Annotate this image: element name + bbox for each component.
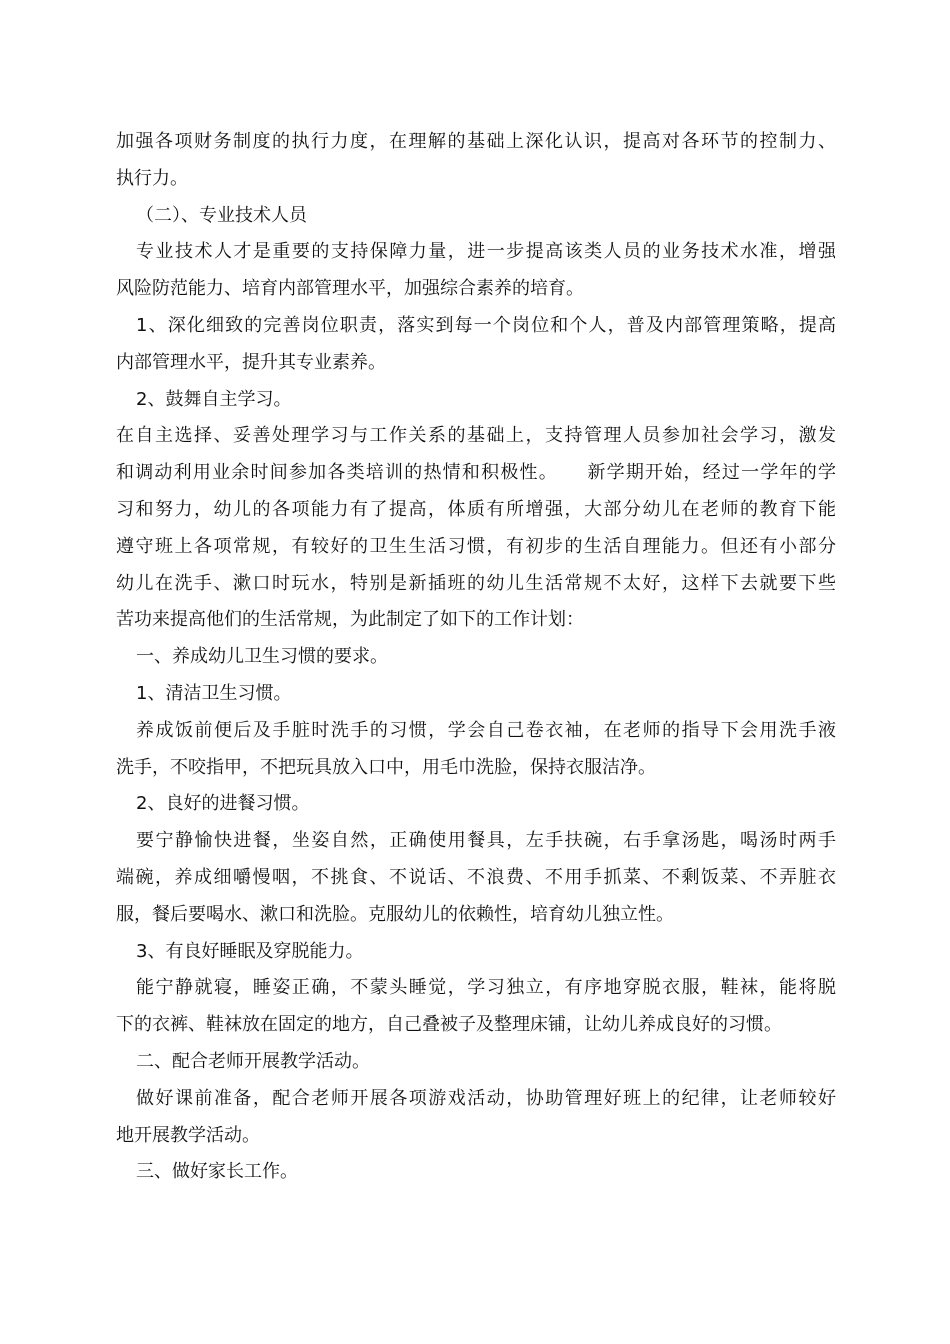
text-line: 2、良好的进餐习惯。 <box>136 793 310 815</box>
text-line: 在自主选择、妥善处理学习与工作关系的基础上，支持管理人员参加社会学习，激发 <box>116 425 836 447</box>
text-line: 和调动利用业余时间参加各类培训的热情和积极性。 新学期开始，经过一学年的学 <box>116 462 836 484</box>
text-line: 执行力。 <box>116 167 188 189</box>
text-line: 习和努力，幼儿的各项能力有了提高，体质有所增强，大部分幼儿在老师的教育下能 <box>116 498 836 520</box>
text-line: 风险防范能力、培育内部管理水平，加强综合素养的培育。 <box>116 278 584 300</box>
text-line: 3、有良好睡眠及穿脱能力。 <box>136 940 364 962</box>
document-body <box>116 124 836 1191</box>
text-line: 一、养成幼儿卫生习惯的要求。 <box>136 646 388 668</box>
text-line: 三、做好家长工作。 <box>136 1161 298 1183</box>
text-line: 苦功来提高他们的生活常规，为此制定了如下的工作计划： <box>116 609 584 631</box>
text-line: 洗手，不咬指甲，不把玩具放入口中，用毛巾洗脸，保持衣服洁净。 <box>116 756 656 778</box>
text-line: 要宁静愉快进餐，坐姿自然，正确使用餐具，左手扶碗，右手拿汤匙，喝汤时两手 <box>136 830 836 852</box>
text-line: 2、鼓舞自主学习。 <box>136 388 292 410</box>
text-line: 能宁静就寝，睡姿正确，不蒙头睡觉，学习独立，有序地穿脱衣服，鞋袜，能将脱 <box>136 977 836 999</box>
text-line: 1、清洁卫生习惯。 <box>136 682 292 704</box>
text-line: 地开展教学活动。 <box>116 1124 260 1146</box>
text-line: 服，餐后要喝水、漱口和洗脸。克服幼儿的依赖性，培育幼儿独立性。 <box>116 903 674 925</box>
text-line: 二、配合老师开展教学活动。 <box>136 1050 370 1072</box>
text-line: 做好课前准备，配合老师开展各项游戏活动，协助管理好班上的纪律，让老师较好 <box>136 1087 836 1109</box>
text-line: 1、深化细致的完善岗位职责，落实到每一个岗位和个人，普及内部管理策略，提高 <box>136 314 836 336</box>
text-line: 加强各项财务制度的执行力度，在理解的基础上深化认识，提高对各环节的控制力、 <box>116 131 836 152</box>
text-line: 专业技术人才是重要的支持保障力量，进一步提高该类人员的业务技术水准，增强 <box>136 241 836 263</box>
text-line: 养成饭前便后及手脏时洗手的习惯，学会自己卷衣袖，在老师的指导下会用洗手液 <box>136 719 836 741</box>
text-line: 下的衣裤、鞋袜放在固定的地方，自己叠被子及整理床铺，让幼儿养成良好的习惯。 <box>116 1014 782 1036</box>
text-line: 内部管理水平，提升其专业素养。 <box>116 351 386 373</box>
text-line: 遵守班上各项常规，有较好的卫生生活习惯，有初步的生活自理能力。但还有小部分 <box>116 535 836 557</box>
text-line: 端碗，养成细嚼慢咽，不挑食、不说话、不浪费、不用手抓菜、不剩饭菜、不弄脏衣 <box>116 866 836 888</box>
text-line: （二）、专业技术人员 <box>136 204 307 226</box>
text-line: 幼儿在洗手、漱口时玩水，特别是新插班的幼儿生活常规不太好，这样下去就要下些 <box>116 572 836 594</box>
